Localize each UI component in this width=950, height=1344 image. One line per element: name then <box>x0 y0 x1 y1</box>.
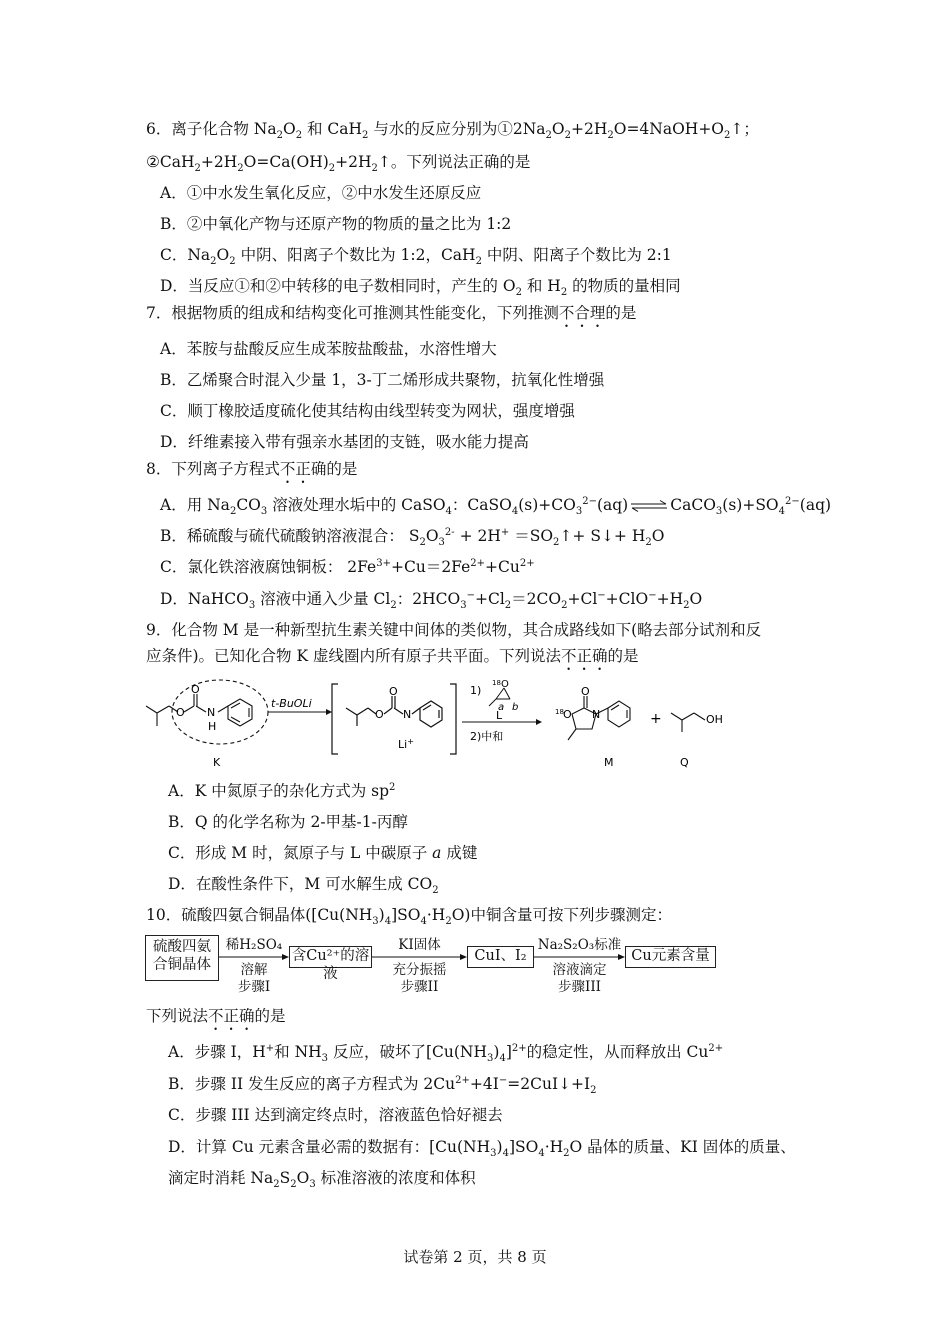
flow-arrow2-bottom1: 充分振摇 <box>392 962 447 978</box>
flow-arrow2-bottom2: 步骤II <box>400 979 439 995</box>
reagent-tbuoli: t-BuOLi <box>271 697 312 710</box>
reagent-l: L <box>496 709 503 722</box>
atom-h-k: H <box>208 720 217 733</box>
flow-arrow3-bottom2: 步骤III <box>558 979 601 995</box>
q7-option-c: C．顺丁橡胶适度硫化使其结构由线型转变为网状，强度增强 <box>160 402 575 420</box>
flow-box-solution: 含Cu²⁺的溶液 <box>289 946 372 968</box>
flow-box-result: Cu元素含量 <box>625 946 716 968</box>
q6-option-d: D．当反应①和②中转移的电子数相同时，产生的 $O_2$ 和 $H_2$ 的物质的量相同 <box>160 277 681 299</box>
atom-n-m: N <box>592 708 601 721</box>
flow-arrow3-bottom1: 溶液滴定 <box>552 962 607 978</box>
q8-option-a: A．用 $Na_2CO_3$ 溶液处理水垢中的 CaSO$_4$：$CaSO_4(s)+CO_3^{2-}(aq)$ $CaCO_3(s)+SO_4^{2-}(aq)$ <box>160 495 832 518</box>
flow-box-crystal: 硫酸四氨 合铜晶体 <box>145 935 219 981</box>
flow-arrow1-top: 稀H₂SO₄ <box>225 937 283 953</box>
page-footer: 试卷第 2 页，共 8 页 <box>403 1248 547 1266</box>
atom-o-k: O <box>176 706 185 719</box>
atom-o-l: O <box>501 679 509 690</box>
atom-o-int: O <box>375 708 384 721</box>
q10-option-d: D．计算 Cu 元素含量必需的数据有：$[Cu(NH_3)_4]SO_4\cdot H_2O$ 晶体的质量、KI 固体的质量、 <box>168 1138 796 1160</box>
label-a: a <box>498 702 505 713</box>
q7-option-d: D．纤维素接入带有强亲水基团的支链，吸水能力提高 <box>160 433 529 451</box>
q6-option-a: A．①中水发生氧化反应，②中水发生还原反应 <box>160 184 482 202</box>
q7-option-b: B．乙烯聚合时混入少量 1，3-丁二烯形成共聚物，抗氧化性增强 <box>160 371 605 389</box>
q8-option-b: B．稀硫酸与硫代硫酸钠溶液混合： $S_2O_3^{2-} + 2H^+$ $=SO_2↑+$ S↓+ $H_2O$ <box>160 526 665 549</box>
flow-arrow2-top: KI固体 <box>398 937 441 953</box>
q7-stem: 7．根据物质的组成和结构变化可推测其性能变化，下列推测不合理的是 <box>146 304 637 322</box>
q10-option-d-line2: 滴定时消耗 $Na_2S_2O_3$ 标准溶液的浓度和体积 <box>168 1169 476 1191</box>
label-b: b <box>512 702 519 713</box>
atom-oh-q: OH <box>706 713 723 726</box>
atom-o-int2: O <box>389 685 398 698</box>
q10-option-b: B．步骤 II 发生反应的离子方程式为 $2Cu^{2+}+4I^-=2CuI↓+I_2$ <box>168 1074 597 1097</box>
label-m: M <box>604 756 614 769</box>
atom-o-m2: O <box>563 708 572 721</box>
label-q: Q <box>680 756 689 769</box>
flow-arrow1-bottom1: 溶解 <box>240 962 268 978</box>
li-ion: Li+ <box>398 737 414 751</box>
atom-o-m: O <box>581 685 590 698</box>
plus-sign: + <box>650 711 662 727</box>
atom-n-k: N <box>207 706 216 719</box>
q6-stem-line1: 6．离子化合物 $Na_2O_2$ 和 CaH$_2$ 与水的反应分别为$①2Na_2O_2+2H_2O=4NaOH+O_2↑$； <box>146 120 759 142</box>
iso-18-m: 18 <box>555 708 564 716</box>
q9-option-c: C．形成 M 时，氮原子与 L 中碳原子 a 成键 <box>168 844 478 862</box>
q9-option-b: B．Q 的化学名称为 2-甲基-1-丙醇 <box>168 813 408 831</box>
q9-stem-line1: 9．化合物 M 是一种新型抗生素关键中间体的类似物，其合成路线如下(略去部分试剂和反 <box>146 621 762 639</box>
q8-stem: 8．下列离子方程式不正确的是 <box>146 460 358 478</box>
q10-option-c: C．步骤 III 达到滴定终点时，溶液蓝色恰好褪去 <box>168 1106 503 1124</box>
step1-label: 1) <box>470 684 482 697</box>
q10-option-a: A．步骤 I，H+和 $NH_3$ 反应，破坏了$[Cu(NH_3)_4]^{2+}$的稳定性，从而释放出 $Cu^{2+}$ <box>168 1042 724 1065</box>
flow-arrow3-top: Na₂S₂O₃标准 <box>537 937 622 953</box>
q10-stem: 10．硫酸四氨合铜晶体$([Cu(NH_3)_4]SO_4\cdot H_2O)$中铜含量可按下列步骤测定： <box>146 906 672 928</box>
label-k: K <box>213 756 221 769</box>
flow-arrow1-bottom2: 步骤I <box>237 979 271 995</box>
atom-o-k2: O <box>191 683 200 696</box>
q6-option-b: B．②中氧化产物与还原产物的物质的量之比为 1:2 <box>160 215 512 233</box>
atom-n-int: N <box>403 708 412 721</box>
iso-18-l: 18 <box>492 679 501 687</box>
step2-label: 2)中和 <box>470 730 504 743</box>
q9-option-a: A．K 中氮原子的杂化方式为 $sp^2$ <box>168 781 396 800</box>
q6-stem-line2: $②CaH_2+2H_2O=Ca(OH)_2+2H_2↑$。下列说法正确的是 <box>146 153 531 175</box>
q7-option-a: A．苯胺与盐酸反应生成苯胺盐酸盐，水溶性增大 <box>160 340 497 358</box>
q8-option-d: D．NaHCO$_3$ 溶液中通入少量 $Cl_2$：$2HCO_3^-+Cl_2=2CO_2+Cl^-+ClO^-+H_2O$ <box>160 589 703 612</box>
q9-stem-line2: 应条件)。已知化合物 K 虚线圈内所有原子共平面。下列说法不正确的是 <box>146 647 639 665</box>
q9-option-d: D．在酸性条件下，M 可水解生成 $CO_2$ <box>168 875 439 897</box>
q10-lead: 下列说法不正确的是 <box>146 1007 286 1025</box>
q6-option-c: C．$Na_2O_2$ 中阴、阳离子个数比为 1:2，CaH$_2$ 中阴、阳离子个数比为 2:1 <box>160 246 672 268</box>
flow-box-cui: CuI、I₂ <box>467 946 534 968</box>
q8-option-c: C．氯化铁溶液腐蚀铜板： $2Fe^{3+}+Cu=2Fe^{2+}+Cu^{2+}$ <box>160 557 535 576</box>
